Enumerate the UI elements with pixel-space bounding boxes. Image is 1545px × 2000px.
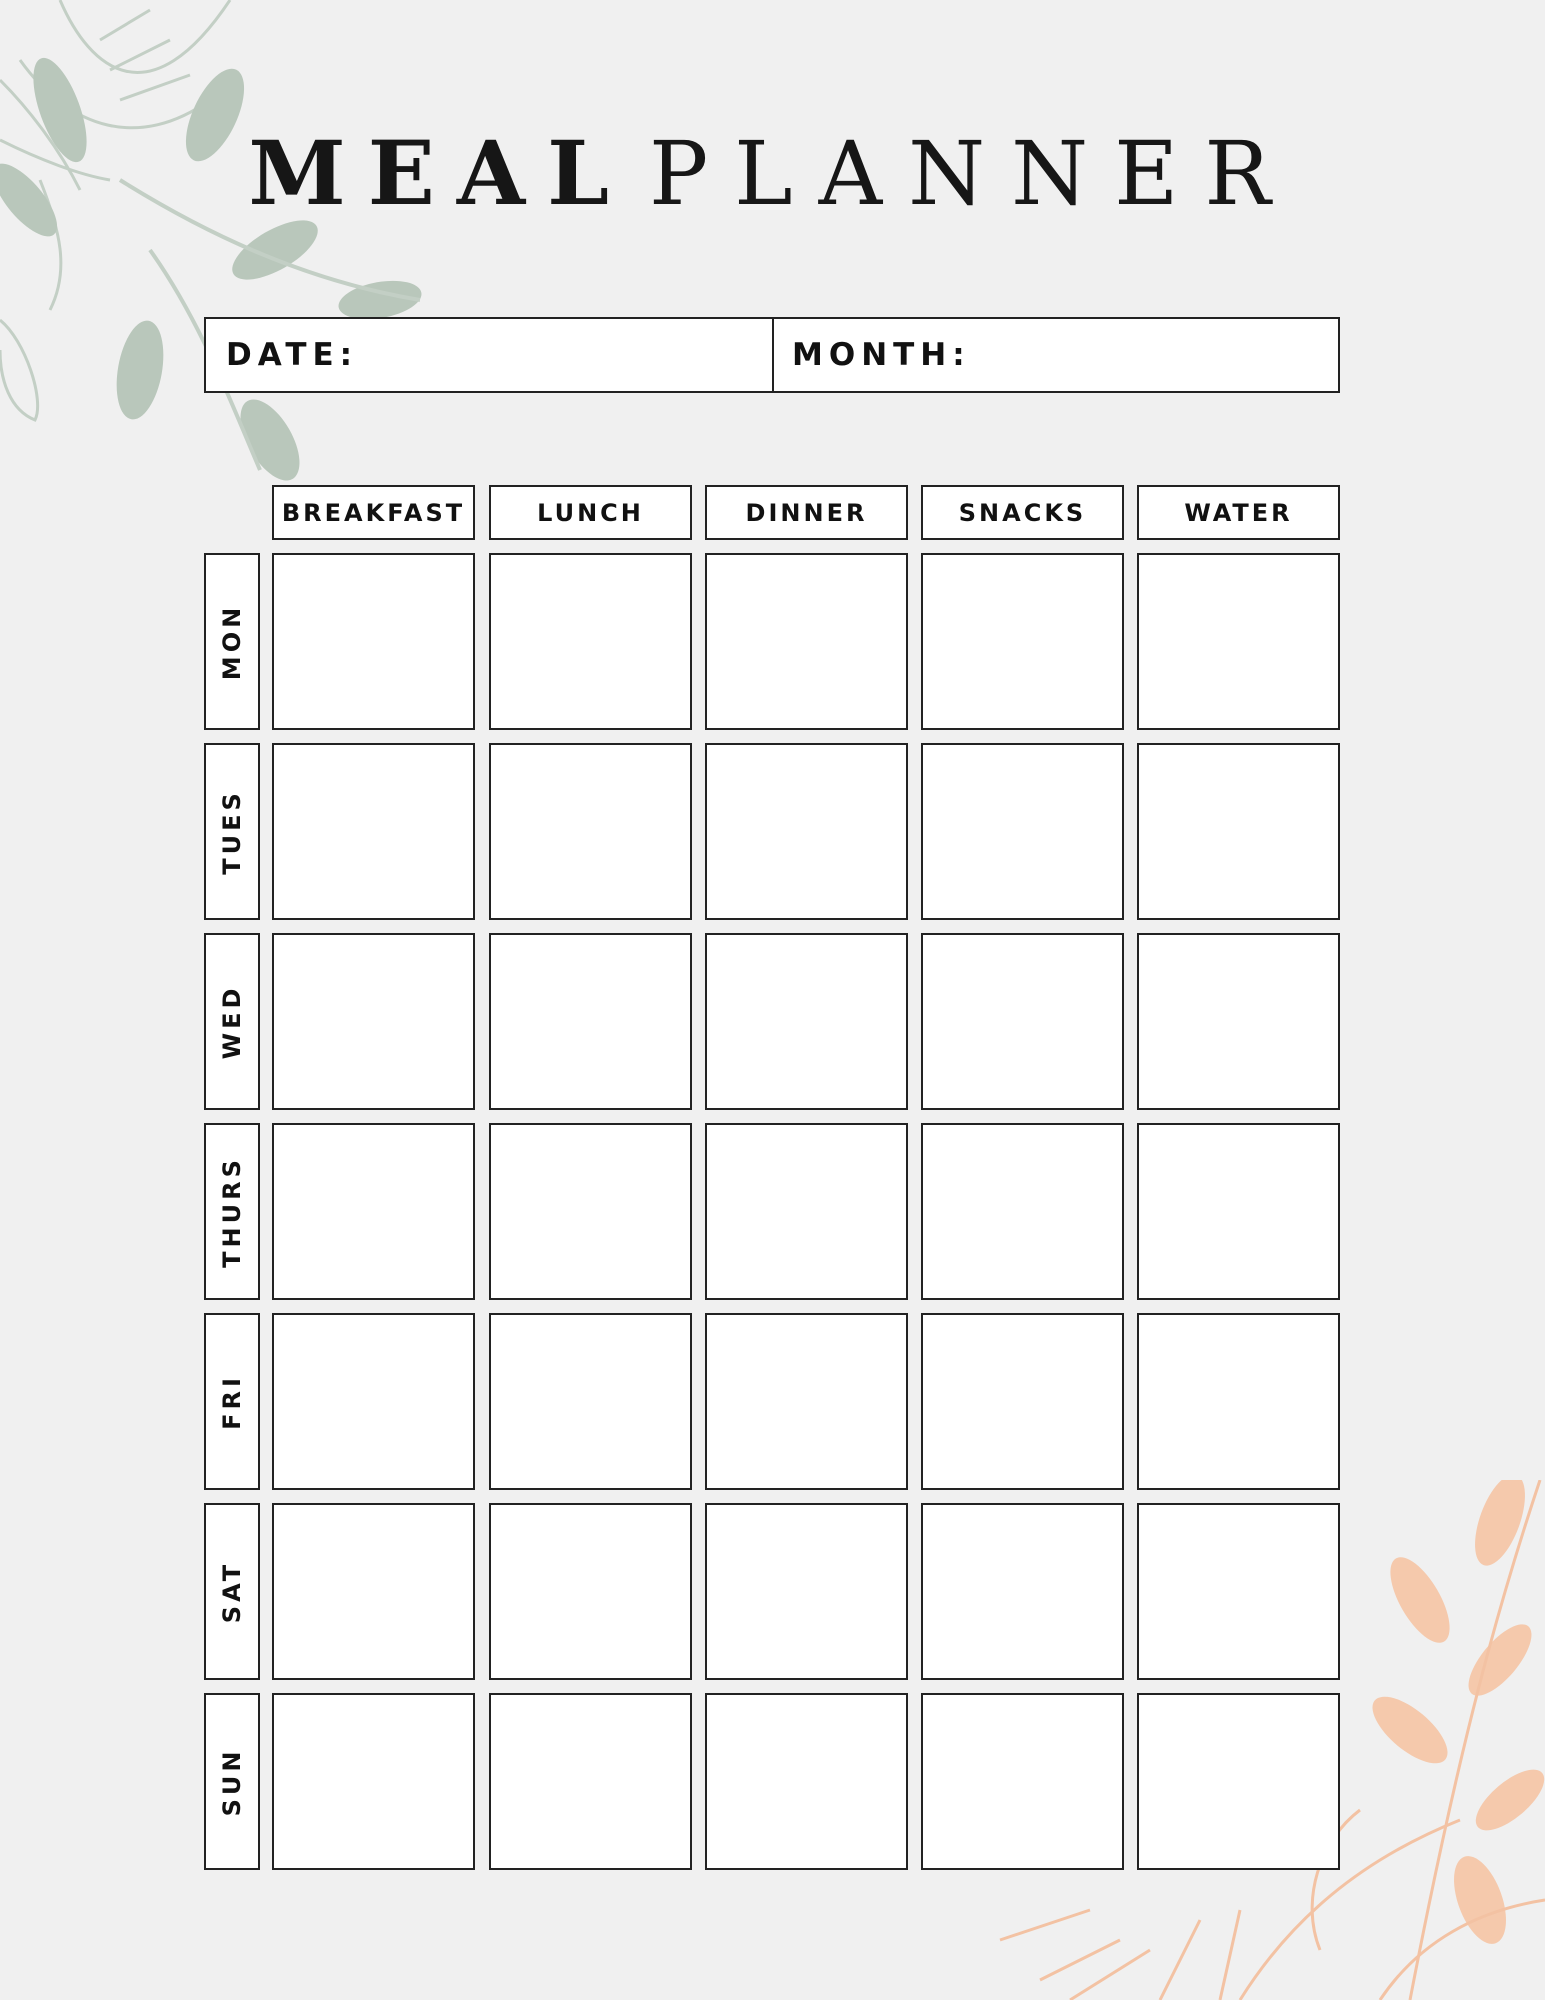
- meal-cell[interactable]: [921, 933, 1124, 1110]
- meal-cell[interactable]: [705, 933, 908, 1110]
- meal-cell[interactable]: [705, 553, 908, 730]
- column-header-breakfast: BREAKFAST: [272, 485, 475, 540]
- meal-cell[interactable]: [921, 553, 1124, 730]
- meal-cell[interactable]: [489, 553, 692, 730]
- page-title: [0, 118, 1545, 229]
- meal-cell[interactable]: [1137, 933, 1340, 1110]
- meal-cell[interactable]: [705, 1503, 908, 1680]
- month-label: MONTH:: [792, 337, 971, 373]
- meal-cell[interactable]: [705, 743, 908, 920]
- title-meal: MEAL: [248, 121, 631, 225]
- month-field[interactable]: [986, 329, 1330, 383]
- meal-cell[interactable]: [272, 1693, 475, 1870]
- column-header-snacks: SNACKS: [921, 485, 1124, 540]
- meal-cell[interactable]: [272, 1313, 475, 1490]
- day-label-mon: MON: [204, 553, 260, 730]
- day-label-wed: WED: [204, 933, 260, 1110]
- date-month-box: [204, 317, 1340, 393]
- meal-cell[interactable]: [272, 1503, 475, 1680]
- meal-cell[interactable]: [489, 1123, 692, 1300]
- meal-cell[interactable]: [1137, 553, 1340, 730]
- meal-cell[interactable]: [705, 1313, 908, 1490]
- meal-cell[interactable]: [705, 1123, 908, 1300]
- meal-cell[interactable]: [1137, 743, 1340, 920]
- column-header-lunch: LUNCH: [489, 485, 692, 540]
- meal-cell[interactable]: [1137, 1693, 1340, 1870]
- day-label-sat: SAT: [204, 1503, 260, 1680]
- column-header-dinner: DINNER: [705, 485, 908, 540]
- meal-cell[interactable]: [921, 1693, 1124, 1870]
- date-label: DATE:: [226, 337, 359, 373]
- title-planner: PLANNER: [648, 122, 1297, 225]
- meal-cell[interactable]: [1137, 1313, 1340, 1490]
- meal-cell[interactable]: [489, 933, 692, 1110]
- meal-cell[interactable]: [921, 1503, 1124, 1680]
- day-label-tues: TUES: [204, 743, 260, 920]
- meal-cell[interactable]: [489, 1313, 692, 1490]
- meal-cell[interactable]: [921, 743, 1124, 920]
- column-header-water: WATER: [1137, 485, 1340, 540]
- meal-cell[interactable]: [921, 1313, 1124, 1490]
- green-foliage-decoration: [0, 0, 440, 490]
- day-label-fri: FRI: [204, 1313, 260, 1490]
- meal-cell[interactable]: [921, 1123, 1124, 1300]
- meal-cell[interactable]: [489, 1503, 692, 1680]
- date-field[interactable]: [376, 329, 760, 383]
- day-label-thurs: THURS: [204, 1123, 260, 1300]
- day-label-sun: SUN: [204, 1693, 260, 1870]
- meal-cell[interactable]: [1137, 1123, 1340, 1300]
- meal-cell[interactable]: [705, 1693, 908, 1870]
- header-divider: [772, 319, 774, 391]
- meal-cell[interactable]: [272, 1123, 475, 1300]
- meal-cell[interactable]: [489, 743, 692, 920]
- meal-cell[interactable]: [1137, 1503, 1340, 1680]
- meal-cell[interactable]: [489, 1693, 692, 1870]
- meal-cell[interactable]: [272, 743, 475, 920]
- meal-cell[interactable]: [272, 553, 475, 730]
- meal-cell[interactable]: [272, 933, 475, 1110]
